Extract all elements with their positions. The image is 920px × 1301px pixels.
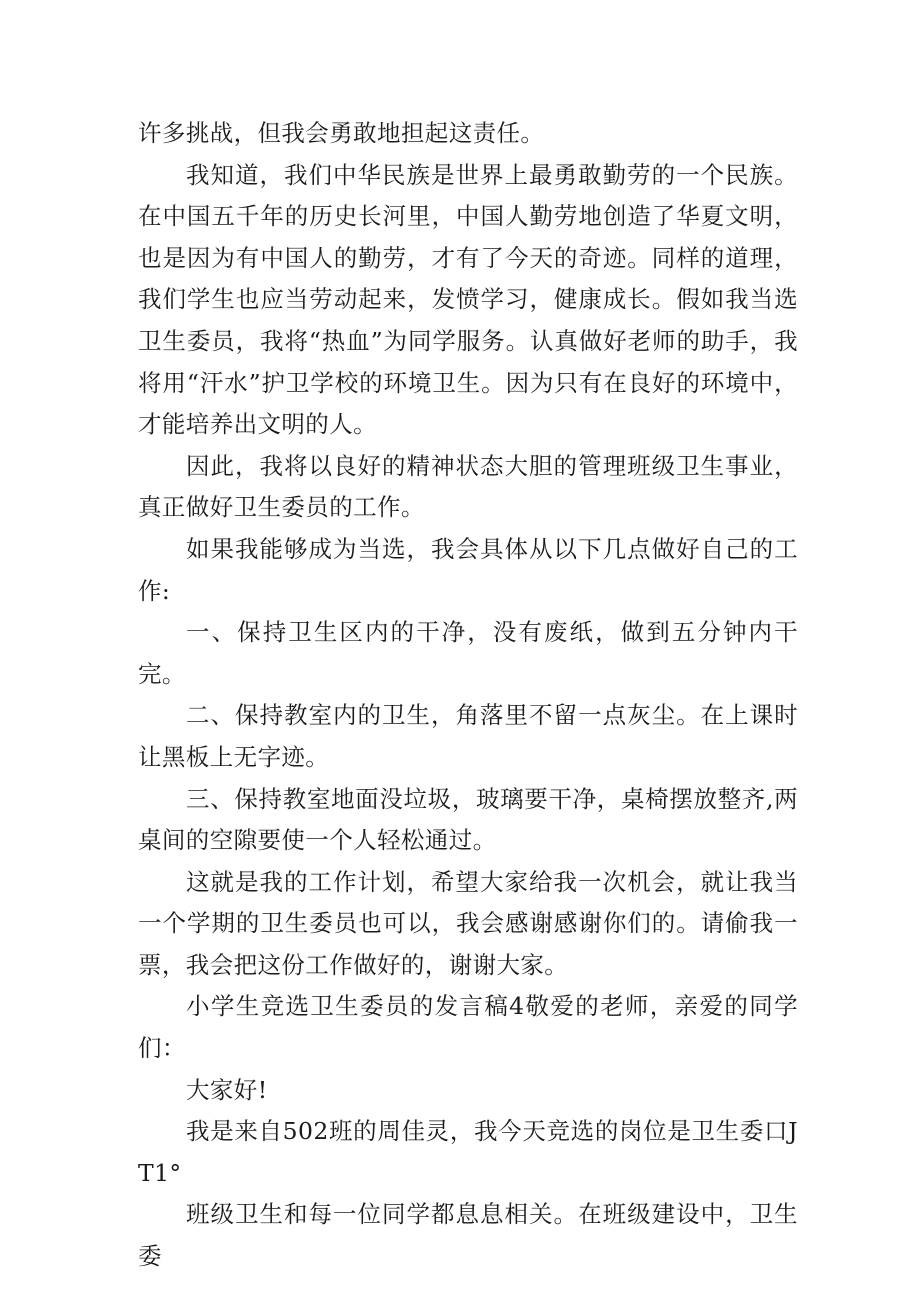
paragraph-10: 大家好! xyxy=(186,1075,268,1104)
paragraph-3: 因此，我将以良好的精神状态大胆的管理班级卫生事业，真正做好卫生委员的工作。 xyxy=(138,451,798,522)
paragraph-7: 三、保持教室地面没垃圾，玻璃要干净，桌椅摆放整齐,两桌间的空隙要使一个人轻松通过。 xyxy=(138,784,798,855)
paragraph-9: 小学生竞选卫生委员的发言稿4敬爱的老师，亲爱的同学们： xyxy=(138,992,798,1063)
paragraph-6: 二、保持教室内的卫生，角落里不留一点灰尘。在上课时让黑板上无字迹。 xyxy=(138,701,798,771)
document-body xyxy=(138,113,798,1278)
paragraph-5: 一、保持卫生区内的干净，没有废纸，做到五分钟内干完。 xyxy=(138,618,798,688)
paragraph-1: 许多挑战，但我会勇敢地担起这责任。 xyxy=(138,119,545,147)
paragraph-2: 我知道，我们中华民族是世界上最勇敢勤劳的一个民族。在中国五千年的历史长河里，中国人勤劳地创造了华夏文明，也是因为有中国人的勤劳，才有了今天的奇迹。同样的道理，我们学生也应当劳动起来，发愤学习，健康成长。假如我当选卫生委员，我将“热血”为同学服务。认真做好老师的助手，我将用“汗水”护卫学校的环境卫生。因为只有在良好的环境中，才能培养出文明的人。 xyxy=(138,160,798,439)
paragraph-4: 如果我能够成为当选，我会具体从以下几点做好自己的工作: xyxy=(138,534,798,605)
paragraph-11: 我是来自502班的周佳灵，我今天竞选的岗位是卫生委口JT1° xyxy=(138,1117,798,1187)
paragraph-12: 班级卫生和每一位同学都息息相关。在班级建设中，卫生委 xyxy=(138,1200,798,1271)
paragraph-8: 这就是我的工作计划，希望大家给我一次机会，就让我当一个学期的卫生委员也可以，我会感谢感谢你们的。请偷我一票，我会把这份工作做好的，谢谢大家。 xyxy=(138,867,798,979)
